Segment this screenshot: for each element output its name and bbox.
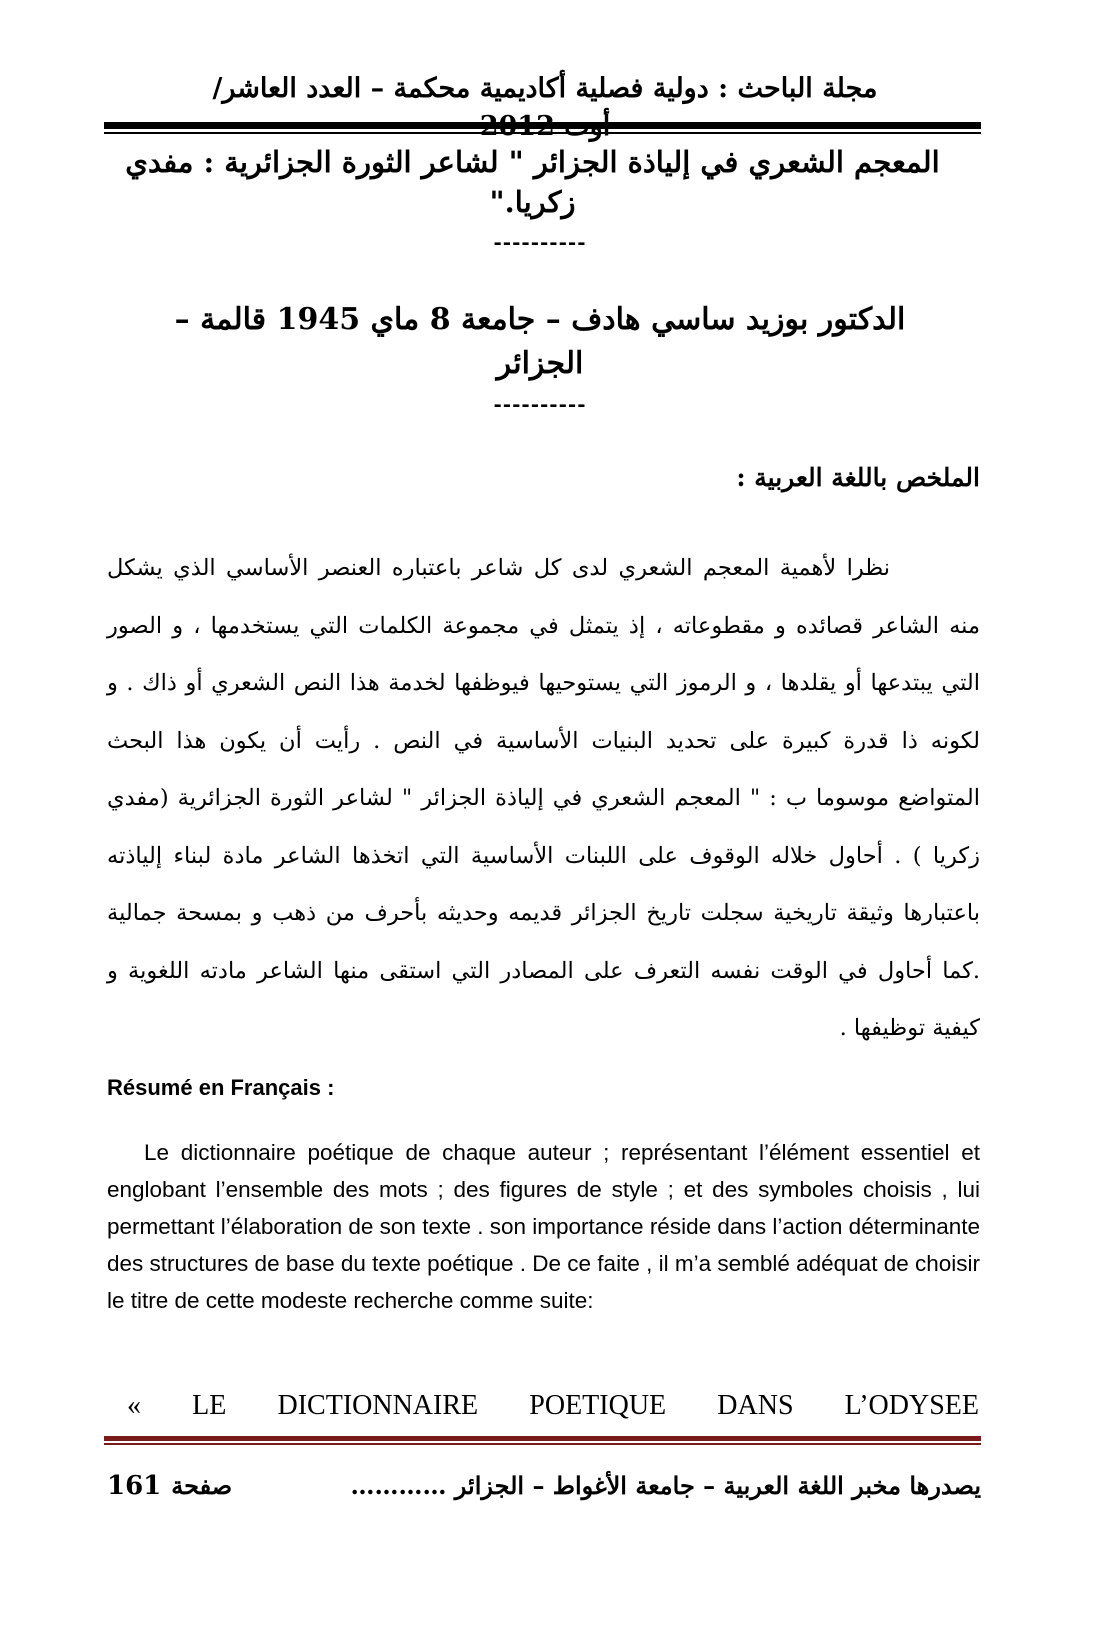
french-title-line bbox=[127, 1388, 979, 1424]
footer-publisher: يصدرها مخبر اللغة العربية – جامعة الأغواط – الجزائر ………… bbox=[350, 1471, 981, 1500]
abstract-french-body: Le dictionnaire poétique de chaque auteur ; représentant l’élément essentiel et englobant l’ensemble des mots ; des figures de style ; et des symboles choisis , lui permettant l’élaboration de son texte . son importance réside dans l’action déterminante des structures de base du texte poétique . De ce faite , il m’a semblé adéquat de choisir le titre de cette modeste recherche comme suite: bbox=[107, 1140, 981, 1313]
title-word: L’ODYSEE bbox=[844, 1390, 979, 1421]
title-word: DICTIONNAIRE bbox=[277, 1390, 479, 1421]
page-label: صفحة bbox=[171, 1471, 233, 1500]
author-affiliation: الدكتور بوزيد ساسي هادف – جامعة 8 ماي 1945 قالمة – الجزائر bbox=[174, 302, 906, 381]
page-number-block bbox=[107, 1466, 232, 1506]
page-number: 161 bbox=[107, 1471, 162, 1501]
footer-rule-thin bbox=[104, 1443, 981, 1445]
title-word: DANS bbox=[717, 1390, 794, 1421]
abstract-arabic-heading: الملخص باللغة العربية : bbox=[736, 463, 980, 492]
article-title: المعجم الشعري في إلياذة الجزائر " لشاعر الثورة الجزائرية : مفدي زكريا." bbox=[125, 145, 940, 219]
abstract-french-heading: Résumé en Français : bbox=[107, 1075, 335, 1100]
abstract-arabic-body: نظرا لأهمية المعجم الشعري لدى كل شاعر باعتباره العنصر الأساسي الذي يشكل منه الشاعر قصائده و مقطوعاته ، إذ يتمثل في مجموعة الكلمات التي يستخدمها ، و الصور التي يبتدعها أو يقلدها ، و الرموز التي يستوحيها فيوظفها لخدمة هذا النص الشعري أو ذاك . و لكونه ذا قدرة كبيرة على تحديد البنيات الأساسية في النص . رأيت أن يكون هذا البحث المتواضع موسوما ب : " المعجم الشعري في إلياذة الجزائر " لشاعر الثورة الجزائرية (مفدي زكريا ) . أحاول خلاله الوقوف على اللبنات الأساسية التي اتخذها الشاعر مادة لبناء إلياذته باعتبارها وثيقة تاريخية سجلت تاريخ الجزائر قديمه وحديثه بأحرف من ذهب و بمسحة جمالية .كما أحاول في الوقت نفسه التعرف على المصادر التي استقى منها الشاعر مادته اللغوية و كيفية توظيفها . bbox=[107, 555, 980, 1041]
title-word: POETIQUE bbox=[529, 1390, 667, 1421]
journal-header: مجلة الباحث : دولية فصلية أكاديمية محكمة – العدد العاشر/ bbox=[212, 73, 878, 104]
header-rule-thick bbox=[104, 122, 981, 129]
title-word: LE bbox=[192, 1390, 227, 1421]
header-rule-thin bbox=[104, 132, 981, 134]
footer-rule-thick bbox=[104, 1436, 981, 1441]
separator-bottom: ---------- bbox=[493, 392, 587, 416]
separator-top: ---------- bbox=[493, 230, 587, 254]
title-word: « bbox=[127, 1390, 141, 1421]
